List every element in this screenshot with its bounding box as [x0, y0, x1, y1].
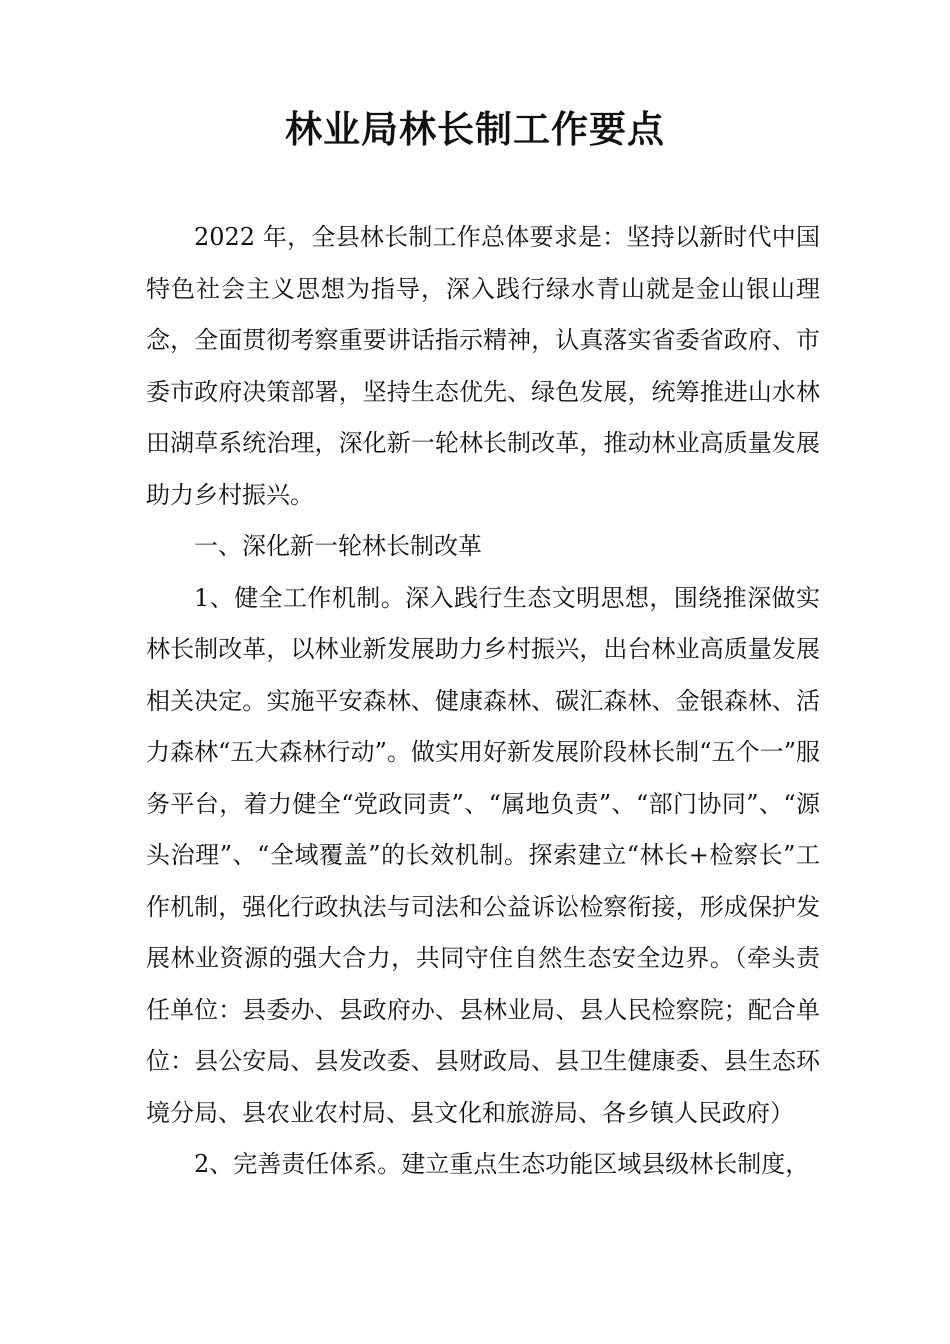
section-heading: 一、深化新一轮林长制改革 — [194, 532, 482, 560]
item-2-paragraph: 2、完善责任体系。建立重点生态功能区域县级林长制度， — [194, 1150, 810, 1178]
document-title: 林业局林长制工作要点 — [285, 108, 665, 151]
item-1-paragraph: 1、健全工作机制。深入践行生态文明思想，围绕推深做实林长制改革，以林业新发展助力乡村振兴，出台林业高质量发展相关决定。实施平安森林、健康森林、碳汇森林、金银森林、活力森林“五大森林行动”。做实用好新发展阶段林长制“五个一”服务平台，着力健全“党政同责”、“属地负责”、“部门协同”、“源头治理”、“全域覆盖”的长效机制。探索建立“林长+检察长”工作机制，强化行政执法与司法和公益诉讼检察衔接，形成保护发展林业资源的强大合力，共同守住自然生态安全边界。（牵头责任单位：县委办、县政府办、县林业局、县人民检察院；配合单位：县公安局、县发改委、县财政局、县卫生健康委、县生态环境分局、县农业农村局、县文化和旅游局、各乡镇人民政府） — [146, 583, 820, 1127]
intro-paragraph: 2022 年，全县林长制工作总体要求是：坚持以新时代中国特色社会主义思想为指导，深入践行绿水青山就是金山银山理念，全面贯彻考察重要讲话指示精神，认真落实省委省政府、市委市政府决策部署，坚持生态优先、绿色发展，统筹推进山水林田湖草系统治理，深化新一轮林长制改革，推动林业高质量发展助力乡村振兴。 — [146, 223, 820, 509]
document-body — [146, 212, 820, 1191]
